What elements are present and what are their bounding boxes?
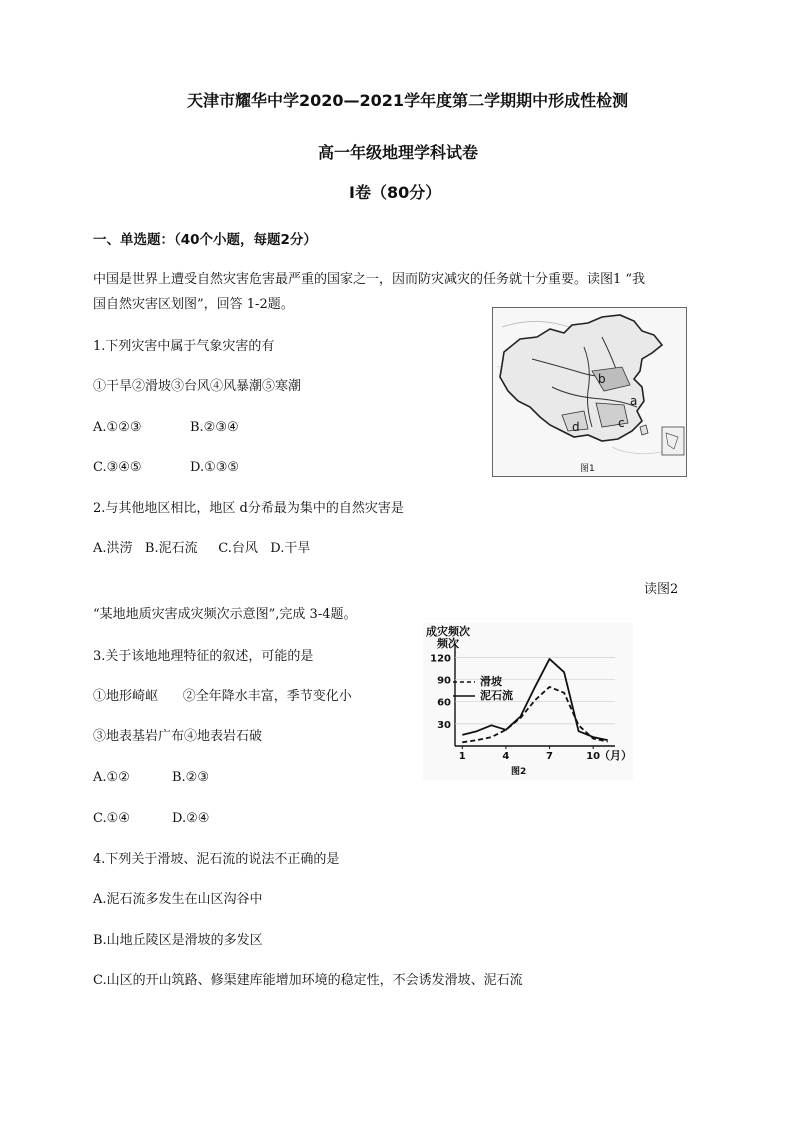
map-label-a: a: [630, 394, 638, 408]
map-label-b: b: [598, 372, 606, 386]
figure1-map: [492, 307, 687, 477]
chart-y-tick-label: 30: [437, 719, 451, 731]
q1-option-d: D.①③⑤: [190, 460, 240, 475]
chart-x-tick-label: 1: [458, 751, 466, 762]
q3-items2: ③地表基岩广布④地表岩石破: [93, 729, 263, 744]
q1-option-c: C.③④⑤: [93, 460, 142, 475]
q2-options: A.洪涝 B.泥石流 C.台风 D.干旱: [93, 541, 311, 556]
q3-option-c: C.①④: [93, 811, 130, 826]
legend-landslide: 滑坡: [480, 675, 502, 688]
chart-x-tick-label: 4: [502, 751, 510, 762]
q3-items1: ①地形崎岖 ②全年降水丰富，季节变化小: [93, 689, 352, 704]
q4-option-a: A.泥石流多发生在山区沟谷中: [93, 892, 263, 907]
q3-option-b: B.②③: [172, 770, 209, 785]
q1-option-a: A.①②③: [93, 420, 142, 435]
china-map-graphic: [492, 307, 687, 477]
q3-option-a: A.①②: [93, 770, 130, 785]
chart-x-unit: （月）: [599, 749, 632, 762]
chart-ylabel-top: 成灾频次: [426, 625, 470, 638]
section-heading: 一、单选题：（40个小题，每题2分）: [93, 232, 317, 248]
q1-option-b: B.②③④: [190, 420, 239, 435]
q1-items: ①干旱②滑坡③台风④风暴潮⑤寒潮: [93, 379, 302, 394]
q1-stem: 1.下列灾害中属于气象灾害的有: [93, 339, 275, 354]
figure2-chart: [423, 622, 633, 780]
map-label-c: c: [618, 416, 625, 430]
intro2-line1: 读图2: [644, 582, 679, 597]
intro2-line2: “某地地质灾害成灾频次示意图”,完成 3-4题。: [93, 607, 357, 622]
intro1-line2: 国自然灾害区划图”，回答 1-2题。: [93, 297, 294, 312]
q2-stem: 2.与其他地区相比，地区 d分希最为集中的自然灾害是: [93, 501, 404, 516]
figure1-caption: 图1: [580, 464, 595, 474]
exam-subtitle: 高一年级地理学科试卷: [318, 143, 479, 162]
q3-option-d: D.②④: [172, 811, 210, 826]
chart-ylabel: 频次: [437, 637, 459, 650]
exam-title: 天津市耀华中学2020—2021学年度第二学期期中形成性检测: [187, 91, 629, 110]
chart-x-tick-label: 7: [546, 751, 554, 762]
q3-stem: 3.关于该地地理特征的叙述，可能的是: [93, 649, 314, 664]
q4-option-c: C.山区的开山筑路、修渠建库能增加环境的稳定性，不会诱发滑坡、泥石流: [93, 973, 523, 988]
part-label: I卷（80分）: [349, 183, 442, 202]
intro1-line1: 中国是世界上遭受自然灾害危害最严重的国家之一，因而防灾减灾的任务就十分重要。读图1 “我: [93, 272, 646, 287]
legend-debris: 泥石流: [480, 689, 513, 702]
q4-option-b: B.山地丘陵区是滑坡的多发区: [93, 933, 263, 948]
chart-y-tick-label: 120: [430, 653, 451, 665]
chart-y-tick-label: 90: [437, 675, 451, 687]
chart-y-tick-label: 60: [437, 697, 451, 709]
q4-stem: 4.下列关于滑坡、泥石流的说法不正确的是: [93, 852, 340, 867]
figure2-caption: 图2: [511, 767, 527, 777]
map-label-d: d: [572, 420, 580, 434]
chart-x-tick-label: 10: [586, 751, 601, 762]
legend-swatches: [453, 676, 477, 704]
